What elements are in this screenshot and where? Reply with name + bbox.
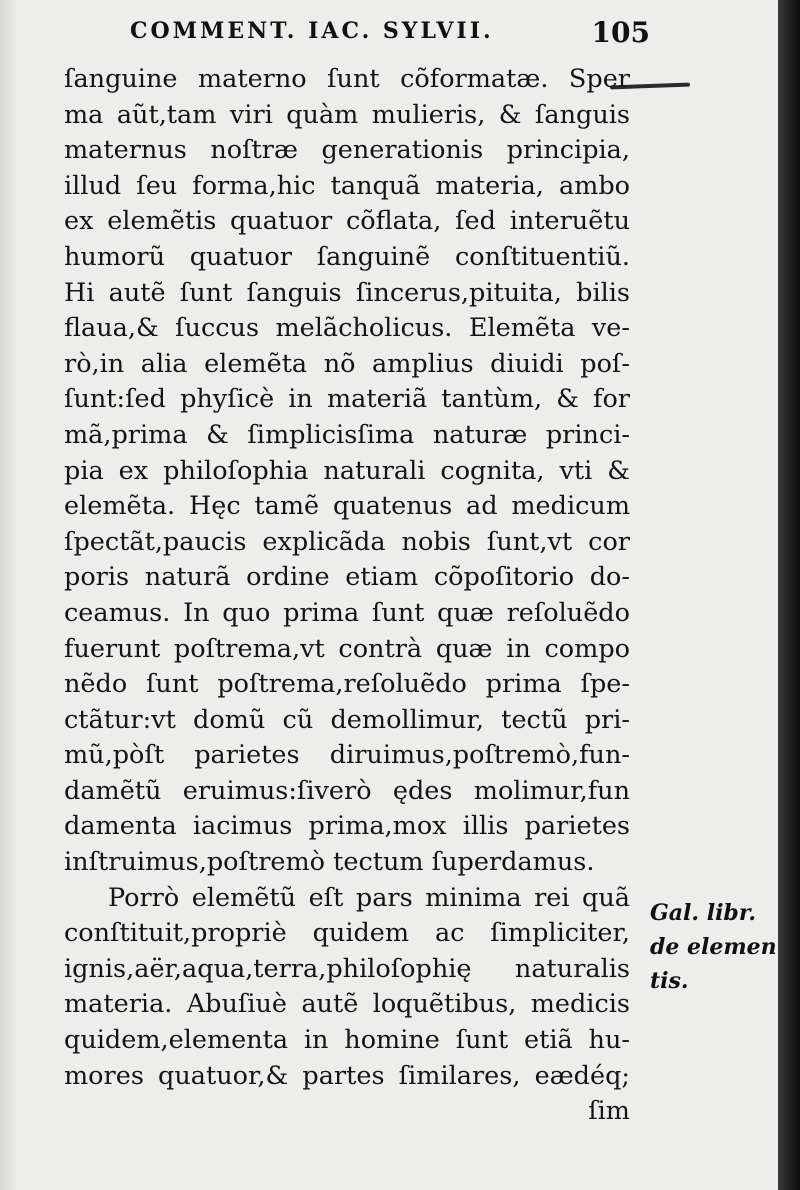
text-line: illud ſeu forma,hic tanquã materia, ambo [64, 170, 630, 201]
text-line: ctãtur:vt domũ cũ demollimur, tectũ pri- [64, 704, 630, 735]
marginal-note-line: tis. [650, 968, 689, 994]
marginal-note-line: Gal. libr. [650, 900, 757, 926]
text-line: mã,prima & ſimplicisſima naturæ princi- [64, 419, 630, 450]
text-line: Hi autẽ ſunt ſanguis ſincerus,pituita, bilis [64, 277, 630, 308]
text-line: inſtruimus,poſtremò tectum ſuperdamus. [64, 847, 595, 878]
text-line: ma aũt,tam viri quàm mulieris, & ſanguis [64, 99, 630, 130]
book-spine-edge [778, 0, 800, 1190]
page-number: 105 [591, 16, 650, 49]
marginal-note [650, 896, 777, 998]
text-line: mores quatuor,& partes ſimilares, eædéq; [64, 1060, 630, 1091]
catchword: ſim [588, 1096, 630, 1127]
text-line: ſpectãt,paucis explicãda nobis ſunt,vt cor [64, 526, 630, 557]
text-line: rò,in alia elemẽta nõ amplius diuidi poſ- [64, 348, 630, 379]
text-line: damẽtũ eruimus:ſiverò ędes molimur,fun [64, 775, 630, 806]
text-line: mũ,pòſt parietes diruimus,poſtremò,fun- [64, 740, 630, 771]
text-line: poris naturã ordine etiam cõpoſitorio do- [64, 562, 630, 593]
marginal-note-line: de elemen [650, 934, 777, 960]
text-line: maternus noſtræ generationis principia, [64, 135, 630, 166]
text-line: fuerunt poſtrema,vt contrà quæ in compo [64, 633, 630, 664]
text-line: ceamus. In quo prima ſunt quæ reſoluẽdo [64, 597, 630, 628]
text-line: elemẽta. Hęc tamẽ quatenus ad medicum [64, 491, 630, 522]
text-line: flaua,& ſuccus melãcholicus. Elemẽta ve- [64, 313, 630, 344]
text-line: ſanguine materno ſunt cõformatæ. Sper [64, 64, 630, 94]
text-line: ex elemẽtis quatuor cõflata, ſed interuẽtu [64, 206, 630, 237]
text-line: Porrò elemẽtũ eſt pars minima rei quã [108, 882, 630, 913]
page-header [130, 18, 650, 52]
text-line: damenta iacimus prima,mox illis parietes [64, 811, 630, 842]
text-line: ignis,aër,aqua,terra,philoſophię naturalis [64, 953, 630, 984]
text-line: conſtituit,propriè quidem ac ſimpliciter, [64, 918, 630, 949]
text-line: quidem,elementa in homine ſunt etiã hu- [64, 1025, 630, 1056]
running-head: COMMENT. IAC. SYLVII. [130, 18, 494, 44]
text-line: ſunt:ſed phyſicè in materiã tantùm, & for [64, 384, 630, 415]
body-text [64, 62, 630, 1130]
text-line: humorũ quatuor ſanguinẽ conſtituentiũ. [64, 241, 630, 272]
gutter-shadow [0, 0, 18, 1190]
text-line: nẽdo ſunt poſtrema,reſoluẽdo prima ſpe- [64, 669, 630, 700]
text-line: pia ex philoſophia naturali cognita, vti & [64, 455, 630, 486]
text-line: materia. Abuſiuè autẽ loquẽtibus, medicis [64, 989, 630, 1020]
